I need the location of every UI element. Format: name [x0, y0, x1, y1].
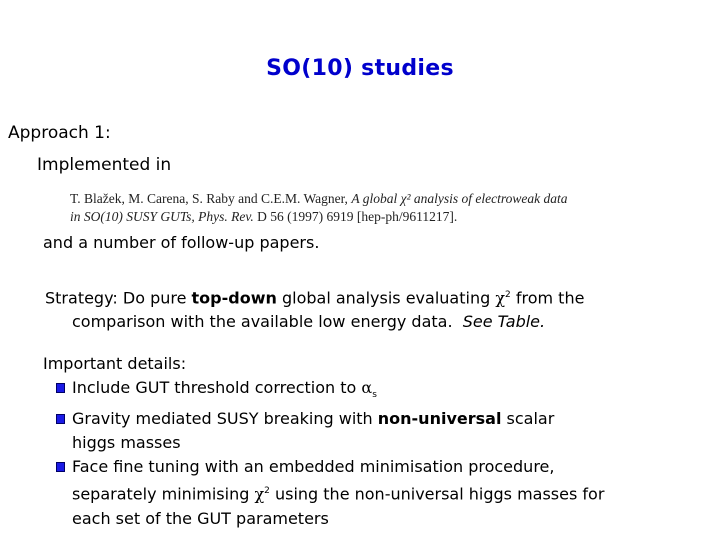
strategy-bold: top-down — [191, 288, 277, 308]
alpha-symbol: α — [361, 378, 373, 397]
strategy-paragraph — [45, 283, 705, 334]
bullet2-bold: non-universal — [377, 409, 502, 429]
chi-superscript: 2 — [264, 486, 270, 497]
reference-citation — [70, 190, 568, 226]
details-section — [43, 352, 703, 531]
bullet3-line1: Face fine tuning with an embedded minimisation procedure, — [72, 457, 555, 477]
strategy-line-2 — [45, 310, 705, 334]
bullet1-text: Include GUT threshold correction to — [72, 378, 362, 397]
square-bullet-icon — [56, 462, 65, 472]
square-bullet-icon — [56, 414, 65, 424]
bullet2-suffix: scalar — [501, 409, 555, 429]
list-item — [43, 407, 703, 455]
reference-authors: T. Blažek, M. Carena, S. Raby and C.E.M. Wagner, — [70, 191, 348, 206]
implemented-label: Implemented in — [37, 155, 172, 175]
reference-line-1 — [70, 190, 568, 208]
alpha-subscript: s — [372, 390, 377, 401]
details-heading: Important details: — [43, 354, 187, 373]
reference-line-2 — [70, 208, 568, 226]
bullet3-line2-prefix: separately minimising — [72, 484, 255, 504]
chi-superscript: 2 — [505, 290, 511, 300]
bullet2-line2: higgs masses — [72, 433, 181, 453]
bullet3-line3: each set of the GUT parameters — [72, 508, 329, 528]
strategy-mid: global analysis evaluating — [276, 288, 496, 308]
list-item — [43, 376, 703, 407]
strategy-suffix: from the — [510, 288, 585, 308]
list-item — [43, 455, 703, 530]
chi-symbol: χ — [254, 484, 265, 504]
approach-label: Approach 1: — [8, 123, 111, 143]
strategy-see-table: See Table. — [462, 312, 546, 332]
reference-journal: D 56 (1997) 6919 [hep-ph/9611217]. — [257, 209, 458, 224]
chi-symbol: χ — [495, 288, 506, 308]
bullet3-line2-suffix: using the non-universal higgs masses for — [269, 484, 605, 504]
reference-title-cont: in SO(10) SUSY GUTs, Phys. Rev. — [70, 209, 254, 224]
reference-title: A global χ² analysis of electroweak data — [351, 191, 568, 206]
page-title: SO(10) studies — [266, 56, 454, 81]
bullet2-prefix: Gravity mediated SUSY breaking with — [72, 409, 378, 429]
follow-up-text: and a number of follow-up papers. — [43, 233, 320, 252]
strategy-line2-text: comparison with the available low energy data. — [72, 312, 453, 332]
square-bullet-icon — [56, 383, 65, 393]
strategy-prefix: Strategy: Do pure — [45, 288, 192, 308]
